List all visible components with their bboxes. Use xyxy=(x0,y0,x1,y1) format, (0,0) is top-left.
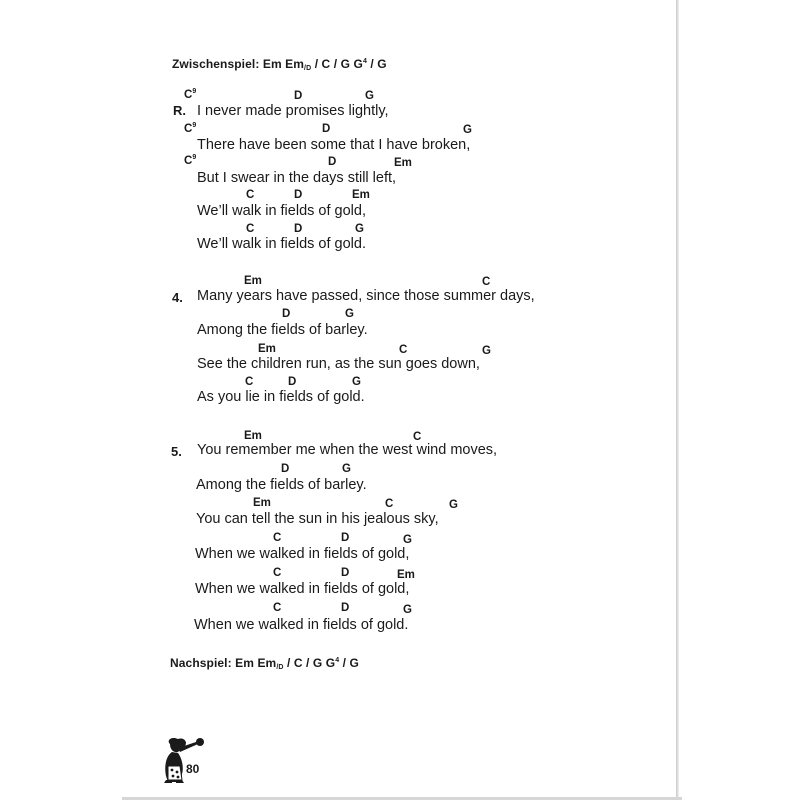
chord: G xyxy=(482,345,491,357)
lyric-line: When we walked in fields of gold. xyxy=(194,617,409,633)
lyric-line: Many years have passed, since those summer days, xyxy=(197,288,535,304)
lyric-line: You remember me when the west wind moves, xyxy=(197,442,498,458)
chord: C xyxy=(399,344,408,356)
chord: G xyxy=(355,223,364,235)
lyric-line: There have been some that I have broken, xyxy=(197,137,471,153)
outro-chord: / G xyxy=(339,656,359,670)
chord: D xyxy=(281,463,290,475)
chord: Em xyxy=(244,430,262,442)
refrain-label: R. xyxy=(173,103,186,118)
outro-chord: Em xyxy=(257,656,277,670)
chord: D xyxy=(288,376,297,388)
chord: D xyxy=(341,532,350,544)
lyric-line: I never made promises lightly, xyxy=(197,103,389,119)
lyric-line: When we walked in fields of gold, xyxy=(195,546,410,562)
lyric-line: We’ll walk in fields of gold. xyxy=(197,236,366,252)
interlude-chord: Em xyxy=(285,57,305,71)
lyric-line: As you lie in fields of gold. xyxy=(197,389,365,405)
outro-chord: Em xyxy=(235,656,254,670)
verse-number: 5. xyxy=(171,444,182,459)
interlude-chord: / C / G G xyxy=(314,57,363,71)
chord: C xyxy=(385,498,394,510)
interlude-chord-sup: 4 xyxy=(362,58,367,65)
chord: C xyxy=(273,602,282,614)
lyric-line: We’ll walk in fields of gold, xyxy=(197,203,366,219)
interlude-chord-bass: /D xyxy=(304,65,312,72)
guitarist-figure-icon xyxy=(158,736,208,789)
page-edge xyxy=(676,0,679,800)
chord: Em xyxy=(244,275,262,287)
chord: D xyxy=(328,156,337,168)
chord: $C^9$ xyxy=(184,88,197,101)
chord: G xyxy=(449,499,458,511)
verse-number: 4. xyxy=(172,290,183,305)
lyric-line: When we walked in fields of gold, xyxy=(195,581,410,597)
chord: G xyxy=(463,124,472,136)
lyric-line: You can tell the sun in his jealous sky, xyxy=(196,511,439,527)
interlude-chord: Em xyxy=(262,57,282,71)
lyric-line: Among the fields of barley. xyxy=(197,322,368,338)
interlude-chord: / G xyxy=(366,57,387,71)
page-number: 80 xyxy=(186,762,200,776)
outro-label: Nachspiel: xyxy=(170,656,232,670)
lyric-line: But I swear in the days still left, xyxy=(197,170,397,186)
chord: D xyxy=(294,223,303,235)
chord: C xyxy=(246,223,255,235)
chord: Em xyxy=(394,157,412,169)
chord: $C^9$ xyxy=(184,154,197,167)
chord: G xyxy=(342,463,351,475)
outro-heading xyxy=(170,656,359,671)
chord: C xyxy=(246,189,255,201)
chord: D xyxy=(322,123,331,135)
chord: C xyxy=(245,376,254,388)
chord: D xyxy=(294,90,303,102)
chord: G xyxy=(365,90,374,102)
chord: C xyxy=(273,532,282,544)
chord: Em xyxy=(253,497,271,509)
chord: G xyxy=(403,604,412,616)
interlude-label: Zwischenspiel: xyxy=(172,57,260,71)
outro-chord: / C / G G xyxy=(286,656,336,670)
chord: G xyxy=(345,308,354,320)
chord: D xyxy=(341,567,350,579)
interlude-heading xyxy=(172,57,387,72)
chord: D xyxy=(341,602,350,614)
chord: Em xyxy=(258,343,276,355)
chord: C xyxy=(482,276,491,288)
chord: D xyxy=(294,189,303,201)
chord: G xyxy=(403,534,412,546)
outro-chord-bass: /D xyxy=(276,664,284,671)
chord: C xyxy=(273,567,282,579)
chord: D xyxy=(282,308,291,320)
chord: G xyxy=(352,376,361,388)
lyric-line: See the children run, as the sun goes down, xyxy=(197,356,480,372)
chord: Em xyxy=(352,189,370,201)
chord: C xyxy=(413,431,422,443)
lyric-line: Among the fields of barley. xyxy=(196,477,367,493)
chord: Em xyxy=(397,569,415,581)
outro-chord-sup: 4 xyxy=(335,657,340,664)
chord: $C^9$ xyxy=(184,122,197,135)
